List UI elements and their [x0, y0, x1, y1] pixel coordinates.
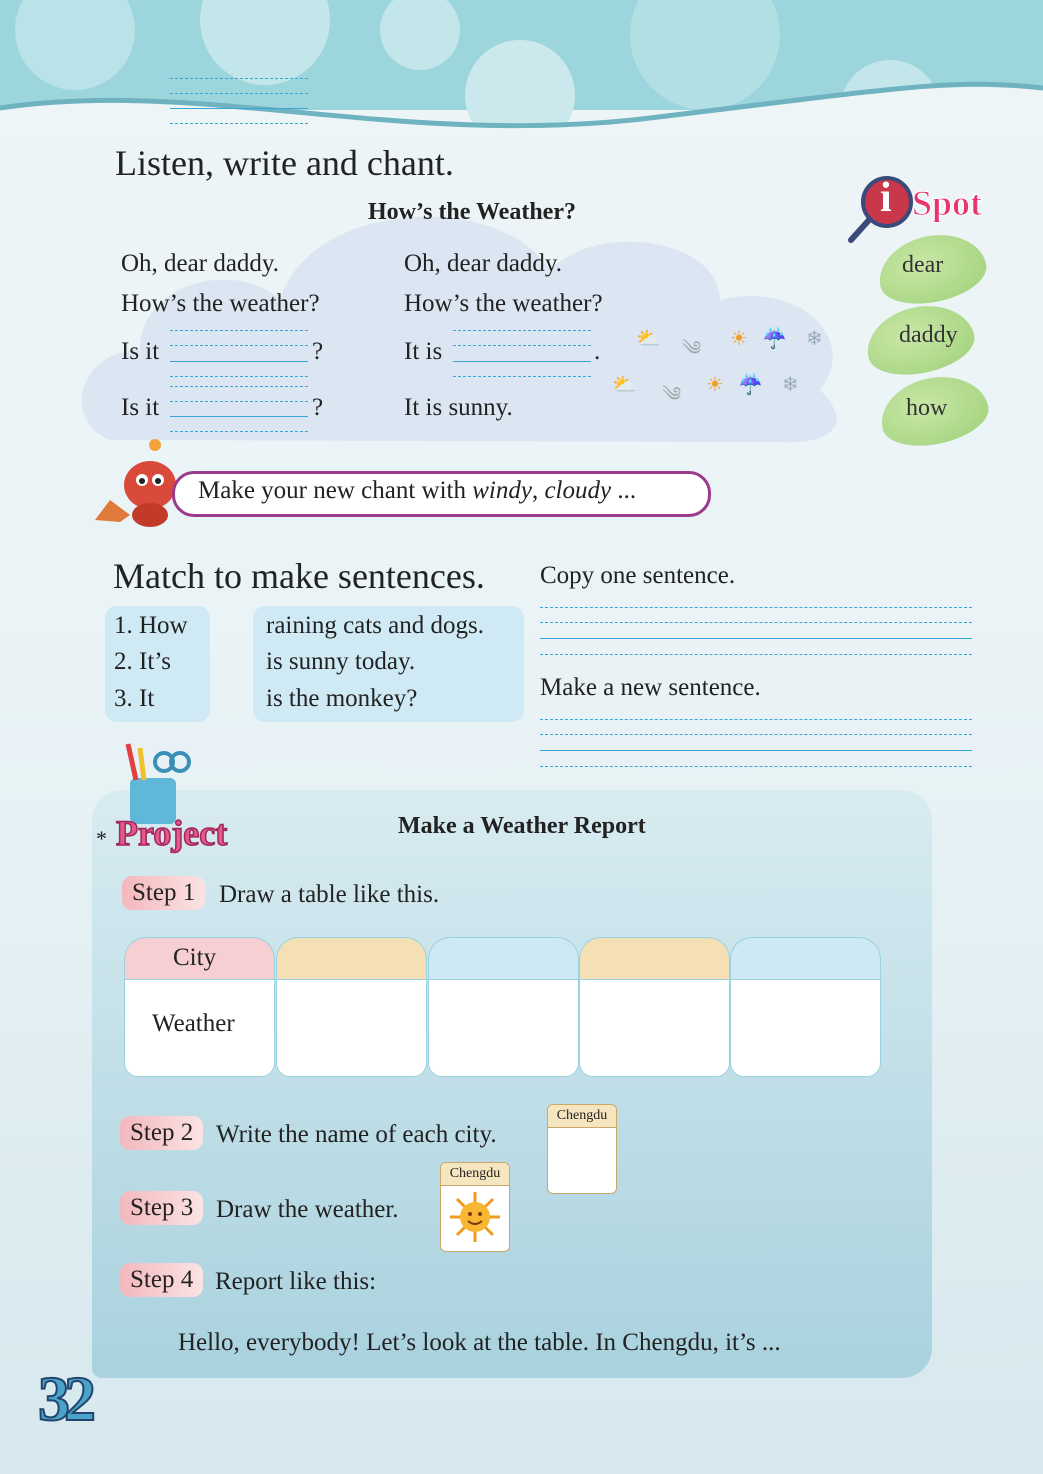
write-line — [540, 719, 972, 720]
table-cell-5[interactable] — [730, 979, 881, 1077]
step4-label: Step 4 — [120, 1263, 203, 1297]
write-line — [540, 654, 972, 655]
write-line — [170, 431, 308, 432]
chant-left-line1: Oh, dear daddy. — [121, 250, 280, 277]
cloudy-sun-icon: ⛅ — [636, 328, 661, 350]
section-heading-chant: Listen, write and chant. — [115, 143, 454, 183]
step2-label: Step 2 — [120, 1116, 203, 1150]
write-line — [540, 607, 972, 608]
step4-text: Report like this: — [215, 1268, 377, 1295]
table-header-5 — [730, 937, 881, 980]
match-left-item-1[interactable]: 1. How — [114, 612, 188, 639]
write-line — [540, 622, 972, 623]
chant-title: How’s the Weather? — [368, 199, 576, 225]
header-decoration — [0, 0, 1043, 140]
city-card-sunny — [440, 1162, 510, 1252]
write-line — [453, 330, 591, 331]
table-header-3 — [428, 937, 579, 980]
copy-sentence-label: Copy one sentence. — [540, 562, 736, 589]
write-line — [540, 734, 972, 735]
table-header-city-label: City — [173, 944, 217, 971]
write-line — [170, 376, 308, 377]
step1-label: Step 1 — [122, 876, 205, 910]
sunny-icon: ☀ — [730, 328, 748, 350]
ispot-logo-i: i — [880, 175, 892, 221]
project-marker: * — [96, 826, 107, 851]
chant-left-line4-prefix: Is it — [121, 394, 160, 421]
new-sentence-line[interactable] — [540, 750, 972, 751]
city-card-header: Chengdu — [548, 1105, 616, 1128]
sunny-icon: ☀ — [706, 374, 724, 396]
ispot-word-how: how — [906, 395, 948, 421]
copy-sentence-line[interactable] — [540, 638, 972, 639]
section-heading-match: Match to make sentences. — [113, 556, 485, 596]
sun-face-icon — [441, 1186, 509, 1248]
snowy-icon: ❄ — [806, 328, 823, 350]
chant-right-line3-suffix: . — [594, 338, 601, 365]
match-right-item-3[interactable]: is the monkey? — [266, 685, 418, 712]
write-line — [170, 401, 308, 402]
new-chant-prompt — [198, 477, 636, 505]
prompt-text: Make your new chant with — [198, 477, 466, 504]
chant-right-line2: How’s the weather? — [404, 290, 603, 317]
step3-label: Step 3 — [120, 1191, 203, 1225]
city-card-empty — [547, 1104, 617, 1194]
write-line — [170, 330, 308, 331]
chant-right-line1: Oh, dear daddy. — [404, 250, 563, 277]
ispot-word-daddy: daddy — [899, 322, 958, 348]
step1-text: Draw a table like this. — [219, 881, 440, 908]
project-logo: Project — [116, 813, 228, 853]
page-number: 32 — [38, 1363, 90, 1434]
table-cell-3[interactable] — [428, 979, 579, 1077]
write-line — [453, 345, 591, 346]
write-line — [170, 345, 308, 346]
weather-icons-row-1 — [636, 326, 836, 360]
cloudy-sun-icon: ⛅ — [612, 374, 637, 396]
prompt-word-cloudy: cloudy — [544, 477, 612, 504]
chant-right-line4: It is sunny. — [404, 394, 513, 421]
step2-text: Write the name of each city. — [216, 1121, 497, 1148]
write-line — [540, 766, 972, 767]
weather-icons-row-2 — [612, 372, 812, 406]
header-dash-2 — [170, 93, 308, 94]
prompt-ellipsis: ... — [617, 477, 637, 504]
rainy-icon: ☔ — [762, 328, 787, 350]
table-cell-2[interactable] — [276, 979, 427, 1077]
new-sentence-label: Make a new sentence. — [540, 674, 761, 701]
report-example: Hello, everybody! Let’s look at the table. In Chengdu, it’s ... — [178, 1329, 781, 1356]
header-dash-1 — [170, 78, 308, 79]
chant-left-line4-suffix: ? — [312, 394, 324, 421]
answer-line-2[interactable] — [170, 416, 308, 417]
match-left-item-2[interactable]: 2. It’s — [114, 648, 171, 675]
write-line — [170, 386, 308, 387]
write-line — [453, 376, 591, 377]
chant-right-line3-prefix: It is — [404, 338, 443, 365]
windy-icon: ༄ — [662, 384, 682, 406]
table-cell-weather-label: Weather — [152, 1010, 235, 1037]
rainy-icon: ☔ — [738, 374, 763, 396]
city-card-header: Chengdu — [441, 1163, 509, 1186]
header-dash-3 — [170, 123, 308, 124]
table-cell-4[interactable] — [579, 979, 730, 1077]
chant-left-line3-prefix: Is it — [121, 338, 160, 365]
chant-left-line3-suffix: ? — [312, 338, 324, 365]
answer-line-1[interactable] — [170, 361, 308, 362]
table-header-2 — [276, 937, 427, 980]
match-left-item-3[interactable]: 3. It — [114, 685, 155, 712]
table-header-4 — [579, 937, 730, 980]
match-right-item-2[interactable]: is sunny today. — [266, 648, 416, 675]
chant-left-line2: How’s the weather? — [121, 290, 320, 317]
windy-icon: ༄ — [682, 338, 702, 360]
snowy-icon: ❄ — [782, 374, 799, 396]
answer-line-3[interactable] — [453, 361, 591, 362]
ispot-word-dear: dear — [902, 252, 944, 278]
project-title: Make a Weather Report — [398, 813, 646, 839]
ispot-logo-text: Spot — [912, 183, 983, 223]
prompt-word-windy: windy — [472, 477, 532, 504]
header-line — [170, 108, 308, 109]
prompt-separator: , — [531, 477, 539, 504]
match-right-item-1[interactable]: raining cats and dogs. — [266, 612, 485, 639]
step3-text: Draw the weather. — [216, 1196, 399, 1223]
